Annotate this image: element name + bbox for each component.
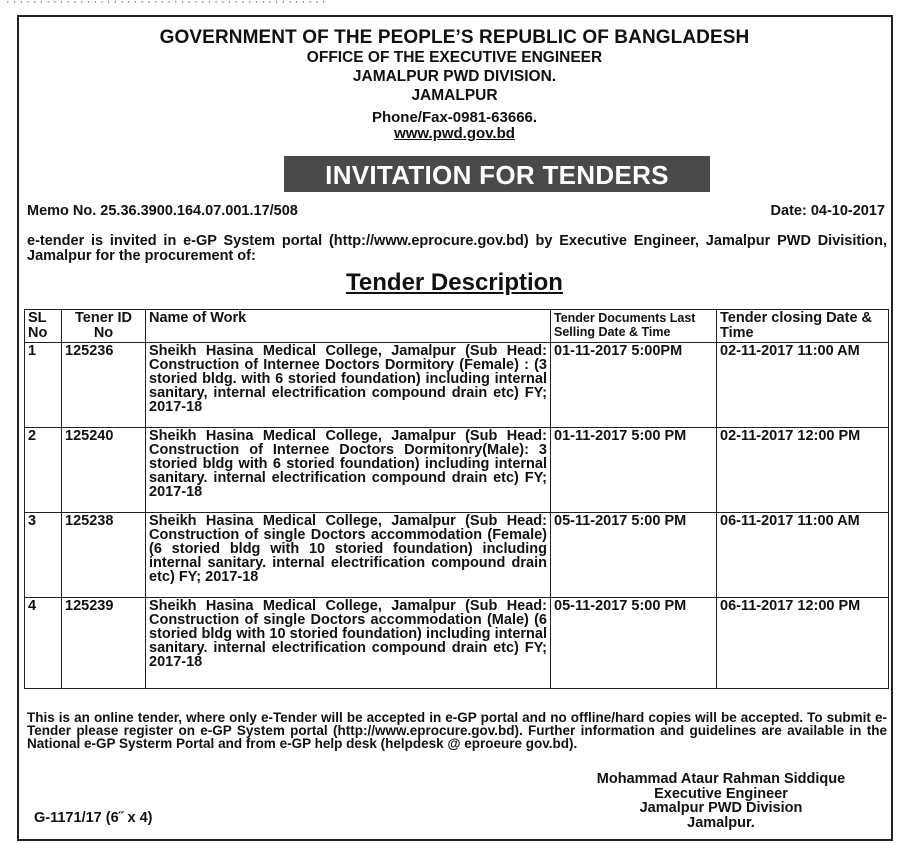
intro-paragraph: e-tender is invited in e-GP System portal (http://www.eprocure.gov.bd) by Executive Engineer, Jamalpur PWD Divisition, Jamalpur for the procurement of: — [27, 233, 887, 264]
signature-block — [560, 772, 882, 830]
header-last-selling: Tender Documents Last Selling Date & Time — [551, 310, 717, 343]
cell-closing-date: 02-11-2017 11:00 AM — [717, 343, 889, 428]
table-row — [25, 343, 889, 428]
signatory-place: Jamalpur. — [687, 814, 755, 831]
advert-code: G-1171/17 (6˝ x 4) — [34, 810, 153, 826]
cell-closing-date: 06-11-2017 12:00 PM — [717, 598, 889, 689]
signatory-name: Mohammad Ataur Rahman Siddique — [596, 771, 846, 787]
cell-selling-date: 01-11-2017 5:00 PM — [551, 428, 717, 513]
tender-description-title: Tender Description — [346, 269, 563, 296]
cell-closing-date: 06-11-2017 11:00 AM — [717, 513, 889, 598]
cell-closing-date: 02-11-2017 12:00 PM — [717, 428, 889, 513]
online-tender-note: This is an online tender, where only e-Tender will be accepted in e-GP portal and no offline/hard copies will be accepted. To submit e-Tender please register on e-GP System portal (http://www.eprocure.gov.bd). Further information and guidelines are available in the National e-GP Systerm Portal and from e-GP help desk (helpdesk @ eproeure gov.bd). — [27, 710, 887, 751]
header-closing: Tender closing Date & Time — [717, 310, 889, 343]
cell-sl: 3 — [25, 513, 62, 598]
table-row — [25, 513, 889, 598]
division-heading: JAMALPUR PWD DIVISION. — [352, 68, 557, 85]
signatory-title: Executive Engineer — [654, 785, 788, 802]
cell-tender-id: 125239 — [62, 598, 146, 689]
header-name-of-work: Name of Work — [146, 310, 551, 343]
cell-work: Sheikh Hasina Medical College, Jamalpur (Sub Head: Construction of single Doctors accommodation (Female) (6 storied bldg with 10 storied foundation) including internal sanitary. internal electrification compound drain etc) FY; 2017-18 — [146, 513, 551, 598]
phone-fax: Phone/Fax-0981-63666. — [371, 109, 538, 126]
table-header-row — [25, 310, 889, 343]
clipped-text-fragment: · · · · · · · · · · · · · · · · · · · · · · · · · · · · · · · · · · · · · · · · · · · · · · · · — [6, 0, 326, 8]
cell-tender-id: 125238 — [62, 513, 146, 598]
header-sl-no: SL No — [25, 310, 62, 343]
cell-selling-date: 05-11-2017 5:00 PM — [551, 598, 717, 689]
clipped-top-edge — [0, 0, 909, 14]
tender-table — [24, 309, 889, 689]
cell-tender-id: 125240 — [62, 428, 146, 513]
header-tender-id: Tener ID No — [62, 310, 146, 343]
invitation-banner: INVITATION FOR TENDERS — [284, 156, 710, 192]
memo-number: Memo No. 25.36.3900.164.07.001.17/508 — [27, 203, 298, 219]
cell-work: Sheikh Hasina Medical College, Jamalpur (Sub Head: Construction of Internee Doctors Dormitonry(Male): 3 storied bldg with 6 storied foundation) including internal sanitary. internal electrification compound drain etc) FY; 2017-18 — [146, 428, 551, 513]
cell-selling-date: 01-11-2017 5:00PM — [551, 343, 717, 428]
contact-block — [0, 110, 909, 142]
cell-tender-id: 125236 — [62, 343, 146, 428]
cell-sl: 1 — [25, 343, 62, 428]
signatory-office: Jamalpur PWD Division — [639, 800, 803, 816]
cell-work: Sheikh Hasina Medical College, Jamalpur (Sub Head: Construction of Internee Doctors Dormitory (Female) : (3 storied bldg. with 6 storied foundation) including internal sanitary, internal electrification compound drain etc) FY; 2017-18 — [146, 343, 551, 428]
cell-work: Sheikh Hasina Medical College, Jamalpur (Sub Head: Construction of single Doctors accommodation (Male) (6 storied bldg with 10 storied foundation) including internal sanitary. internal electrification compound drain etc) FY; 2017-18 — [146, 598, 551, 689]
cell-selling-date: 05-11-2017 5:00 PM — [551, 513, 717, 598]
table-row — [25, 598, 889, 689]
office-heading: OFFICE OF THE EXECUTIVE ENGINEER — [306, 49, 603, 66]
district-heading: JAMALPUR — [411, 87, 498, 104]
table-row — [25, 428, 889, 513]
cell-sl: 4 — [25, 598, 62, 689]
website-link[interactable]: www.pwd.gov.bd — [394, 125, 515, 142]
cell-sl: 2 — [25, 428, 62, 513]
notice-date: Date: 04-10-2017 — [770, 203, 885, 219]
government-heading: GOVERNMENT OF THE PEOPLE’S REPUBLIC OF BANGLADESH — [159, 27, 750, 48]
